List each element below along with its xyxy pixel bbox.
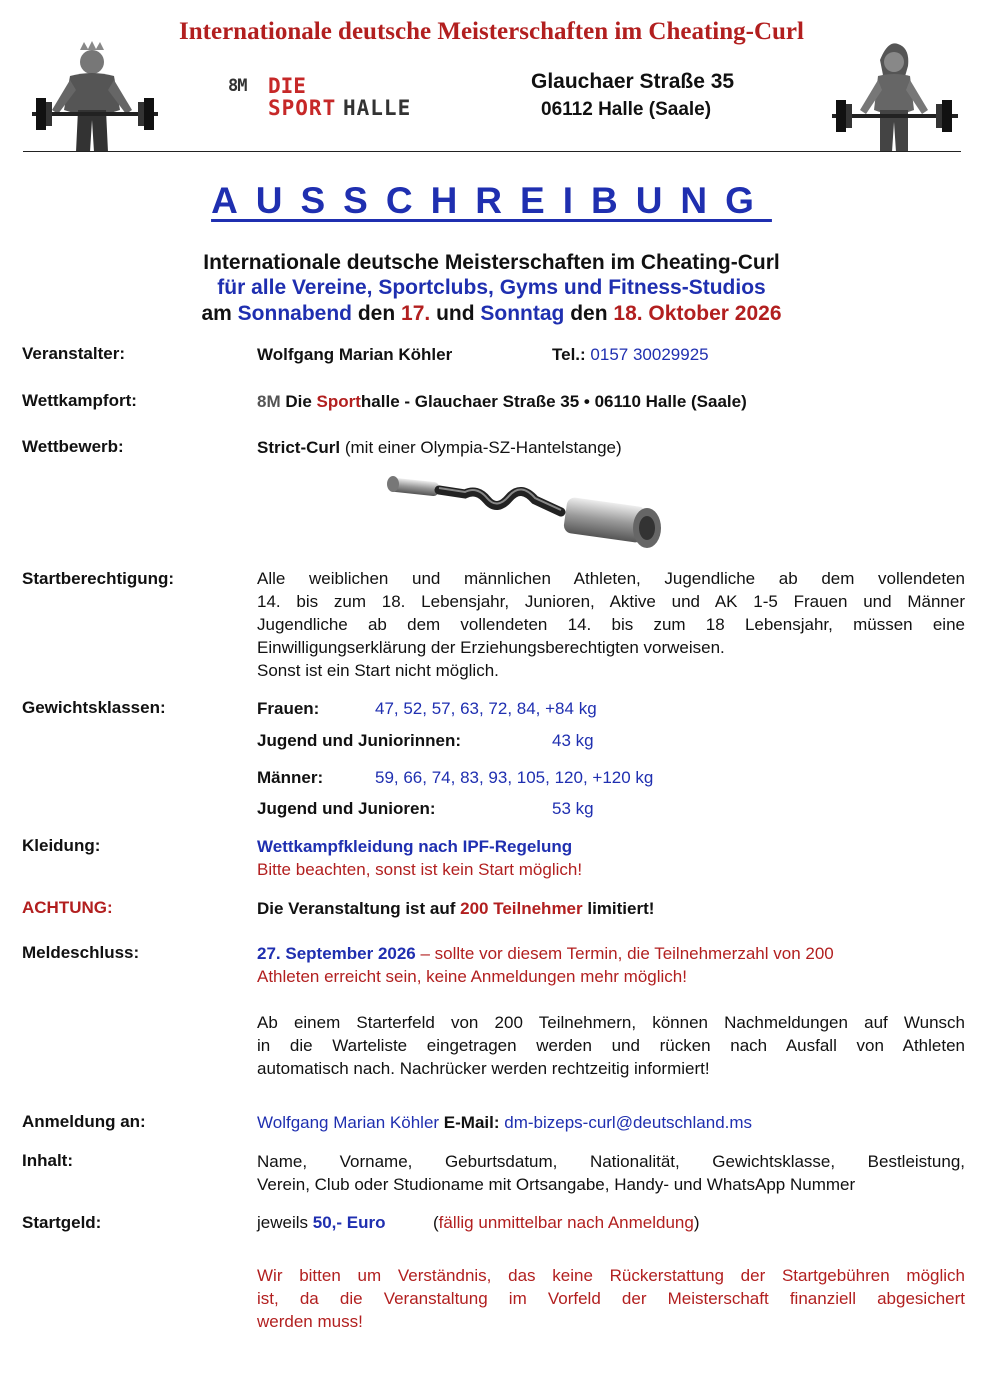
veranstalter-name: Wolfgang Marian Köhler [257,345,453,364]
inhalt-text [257,1150,965,1196]
wettbewerb-value: Strict-Curl (mit einer Olympia-SZ-Hantelstange) [257,438,622,457]
achtung-text: Die Veranstaltung ist auf 200 Teilnehmer limitiert! [257,899,655,918]
ez-curl-bar-image [385,466,675,556]
anmeldung-contact: Wolfgang Marian Köhler E-Mail: dm-bizeps-curl@deutschland.ms [257,1113,753,1132]
inhalt-line: Verein, Club oder Studioname mit Ortsangabe, Handy- und WhatsApp Nummer [257,1175,856,1194]
meldeschluss-note: Athleten erreicht sein, keine Anmeldungen mehr möglich! [257,967,687,986]
achtung-label: ACHTUNG: [22,898,113,917]
logo-sport: SPORT [268,96,337,120]
subtitle-line1: Internationale deutsche Meisterschaften im Cheating-Curl [203,251,780,274]
refund-line: Wir bitten um Verständnis, das keine Rückerstattung der Startgebühren möglich [257,1266,965,1285]
sporthalle-logo [228,74,438,124]
inhalt-label: Inhalt: [22,1151,73,1170]
startberechtigung-text [257,567,965,682]
meldeschluss-deadline: 27. September 2026 – sollte vor diesem Termin, die Teilnehmerzahl von 200 [257,944,834,963]
startgeld-amount-line: jeweils 50,- Euro [257,1213,386,1232]
refund-line: werden muss! [257,1312,363,1331]
startgeld-due: (fällig unmittelbar nach Anmeldung) [433,1213,700,1232]
gewichtsklassen-label: Gewichtsklassen: [22,698,166,717]
startberechtigung-label: Startberechtigung: [22,569,175,588]
kleidung-rule: Wettkampfkleidung nach IPF-Regelung [257,837,573,856]
page-title: AUSSCHREIBUNG [211,180,772,221]
wettbewerb-label: Wettbewerb: [22,437,124,456]
startberechtigung-line: 14. bis zum 18. Lebensjahr, Junioren, Aktive und AK 1-5 Frauen und Männer [257,592,965,611]
header-title: Internationale deutsche Meisterschaften im Cheating-Curl [179,18,804,45]
veranstalter-phone: Tel.: 0157 30029925 [552,345,709,364]
startgeld-label: Startgeld: [22,1213,102,1232]
subtitle-dates: am Sonnabend den 17. und Sonntag den 18. Oktober 2026 [201,302,782,325]
jugend-w-label: Jugend und Juniorinnen: [257,731,461,750]
startberechtigung-line: Einwilligungserklärung der Erziehungsberechtigten vorweisen. [257,638,725,657]
header-divider [23,151,961,152]
frauen-label: Frauen: [257,699,320,718]
anmeldung-label: Anmeldung an: [22,1112,146,1131]
meldeschluss-label: Meldeschluss: [22,943,140,962]
logo-mark: 8M [228,76,247,96]
wettkampfort-label: Wettkampfort: [22,391,137,410]
refund-note [257,1264,965,1333]
frauen-classes: 47, 52, 57, 63, 72, 84, +84 kg [375,699,597,718]
male-athlete-image [30,40,160,152]
nachmeldung-line: Ab einem Starterfeld von 200 Teilnehmern, können Nachmeldungen auf Wunsch [257,1013,965,1032]
startberechtigung-line: Jugendliche ab dem vollendeten 14. bis zum 18 Lebensjahr, müssen eine [257,615,965,634]
kleidung-label: Kleidung: [22,836,101,855]
startberechtigung-line: Alle weiblichen und männlichen Athleten, Jugendliche ab dem vollendeten [257,569,965,588]
nachmeldung-line: in die Warteliste eingetragen werden und rücken nach Ausfall von Athleten [257,1036,965,1055]
address-street: Glauchaer Straße 35 [531,70,735,93]
jugend-m-class: 53 kg [552,799,594,818]
nachmeldung-line: automatisch nach. Nachrücker werden rechtzeitig informiert! [257,1059,710,1078]
logo-die: DIE [268,74,306,98]
female-athlete-image [830,40,960,152]
logo-halle: HALLE [343,96,412,120]
maenner-classes: 59, 66, 74, 83, 93, 105, 120, +120 kg [375,768,654,787]
jugend-w-class: 43 kg [552,731,594,750]
wettkampfort-value: 8M Die Sporthalle - Glauchaer Straße 35 • 06110 Halle (Saale) [257,392,747,411]
inhalt-line: Name, Vorname, Geburtsdatum, Nationalität, Gewichtsklasse, Bestleistung, [257,1152,965,1171]
nachmeldung-text [257,1011,965,1080]
email-link[interactable]: dm-bizeps-curl@deutschland.ms [499,1113,753,1132]
jugend-m-label: Jugend und Junioren: [257,799,436,818]
address-city: 06112 Halle (Saale) [541,99,712,120]
startberechtigung-line: Sonst ist ein Start nicht möglich. [257,661,499,680]
kleidung-note: Bitte beachten, sonst ist kein Start möglich! [257,860,583,879]
veranstalter-label: Veranstalter: [22,344,125,363]
maenner-label: Männer: [257,768,324,787]
subtitle-line2: für alle Vereine, Sportclubs, Gyms und Fitness-Studios [217,276,766,299]
refund-line: ist, da die Veranstaltung im Vorfeld der Meisterschaft finanziell abgesichert [257,1289,965,1308]
